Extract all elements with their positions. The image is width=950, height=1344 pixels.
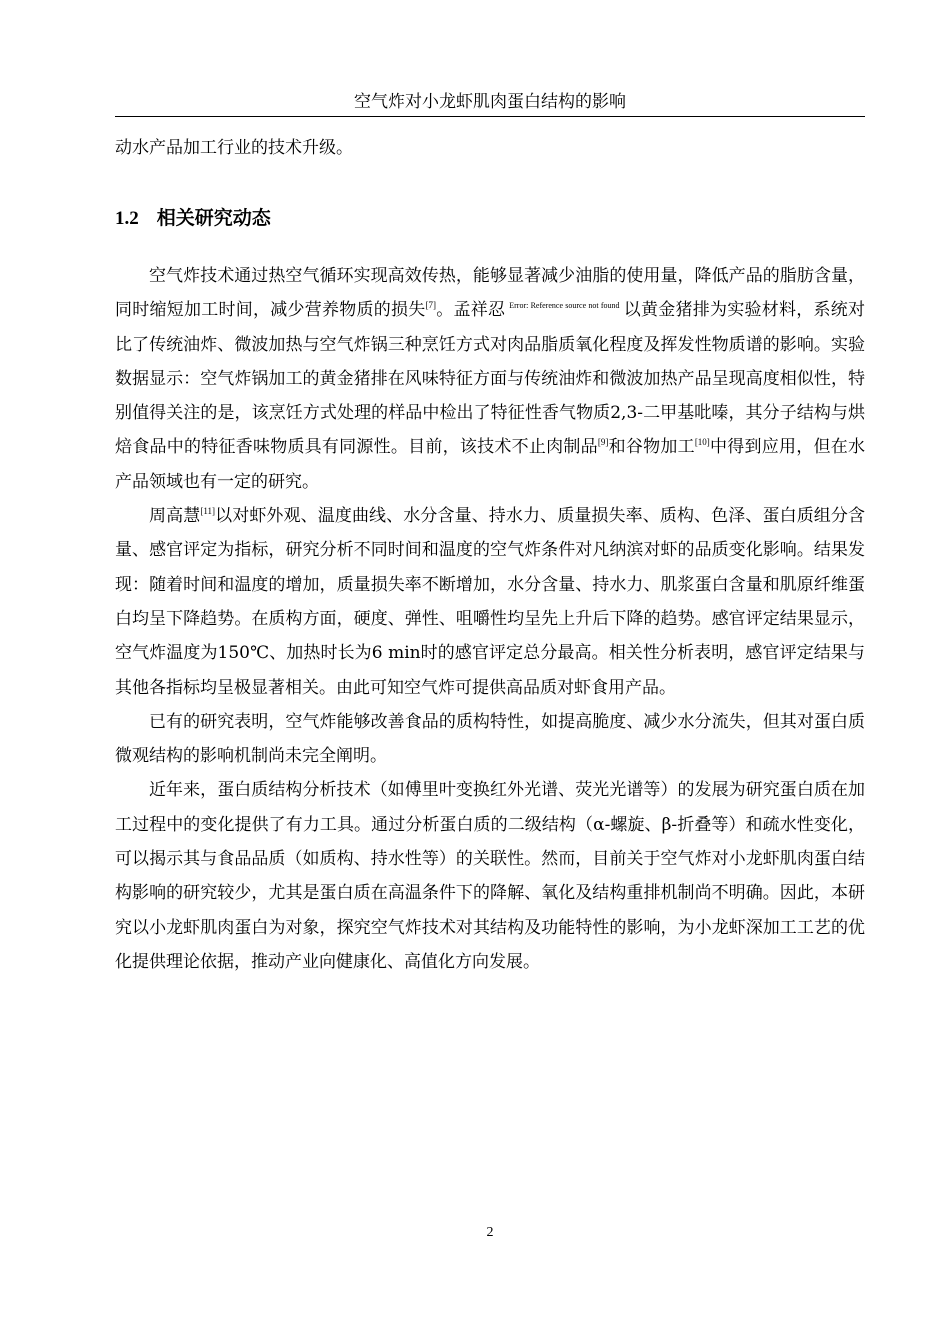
citation-ref[interactable]: [11] [200, 506, 215, 517]
running-header [115, 90, 865, 117]
citation-ref[interactable]: [7] [425, 300, 436, 311]
section-body [115, 259, 865, 979]
paragraph-text: 已有的研究表明，空气炸能够改善食品的质构特性，如提高脆度、减少水分流失，但其对蛋白质微观结构的影响机制尚未完全阐明。 [115, 711, 865, 767]
paragraph-shrimp-study [115, 499, 865, 705]
continuation-text: 动水产品加工行业的技术升级。 [115, 138, 353, 158]
paragraph-existing-research [115, 705, 865, 774]
reference-error-field: Error: Reference source not found [509, 301, 620, 311]
paragraph-text: 以对虾外观、温度曲线、水分含量、持水力、质量损失率、质构、色泽、蛋白质组分含量、感官评定为指标，研究分析不同时间和温度的空气炸条件对凡纳滨对虾的品质变化影响。结果发现：随着时间和温度的增加，质量损失率不断增加，水分含量、持水力、肌浆蛋白含量和肌原纤维蛋白均呈下降趋势。在质构方面，硬度、弹性、咀嚼性均呈先上升后下降的趋势。感官评定结果显示，空气炸温度为150℃、加热时长为6 min时的感官评定总分最高。相关性分析表明，感官评定结果与其他各指标均呈极显著相关。由此可知空气炸可提供高品质对虾食用产品。 [115, 506, 866, 698]
paragraph-text: 和谷物加工 [608, 437, 695, 458]
running-header-title: 空气炸对小龙虾肌肉蛋白结构的影响 [354, 92, 626, 112]
paragraph-text: 。孟祥忍 [435, 300, 506, 321]
paragraph-air-fryer-technology [115, 259, 865, 499]
paragraph-text: 空气炸技术通过热空气循环实现高效传热，能够显著减少油脂的使用量，降低产品的脂肪含量，同时缩短加工时间，减少营养物质的损失 [115, 266, 865, 321]
section-title: 相关研究动态 [156, 207, 271, 229]
citation-ref[interactable]: [9] [597, 437, 609, 448]
section-heading [115, 203, 271, 234]
paragraph-text: 以黄金猪排为实验材料，系统对比了传统油炸、微波加热与空气炸锅三种烹饪方式对肉品脂质氧化程度及挥发性物质谱的影响。实验数据显示：空气炸锅加工的黄金猪排在风味特征方面与传统油炸和微波加热产品呈现高度相似性，特别值得关注的是，该烹饪方式处理的样品中检出了特征性香气物质2,3-二甲基吡嗪，其分子结构与烘焙食品中的特征香味物质具有同源性。目前，该技术不止肉制品 [115, 300, 865, 458]
paragraph-protein-analysis [115, 773, 865, 979]
paragraph-text: 周高慧 [149, 506, 201, 527]
continuation-paragraph [115, 131, 865, 165]
citation-ref[interactable]: [10] [694, 437, 710, 448]
page-number: 2 [486, 1225, 494, 1240]
paragraph-text: 近年来，蛋白质结构分析技术（如傅里叶变换红外光谱、荧光光谱等）的发展为研究蛋白质在加工过程中的变化提供了有力工具。通过分析蛋白质的二级结构（α-螺旋、β-折叠等）和疏水性变化，可以揭示其与食品品质（如质构、持水性等）的关联性。然而，目前关于空气炸对小龙虾肌肉蛋白结构影响的研究较少，尤其是蛋白质在高温条件下的降解、氧化及结构重排机制尚不明确。因此，本研究以小龙虾肌肉蛋白为对象，探究空气炸技术对其结构及功能特性的影响，为小龙虾深加工工艺的优化提供理论依据，推动产业向健康化、高值化方向发展。 [115, 780, 865, 972]
section-number: 1.2 [115, 208, 139, 229]
paragraph-text: 中得到应用，但在水产品领域也有一定的研究。 [115, 437, 866, 492]
